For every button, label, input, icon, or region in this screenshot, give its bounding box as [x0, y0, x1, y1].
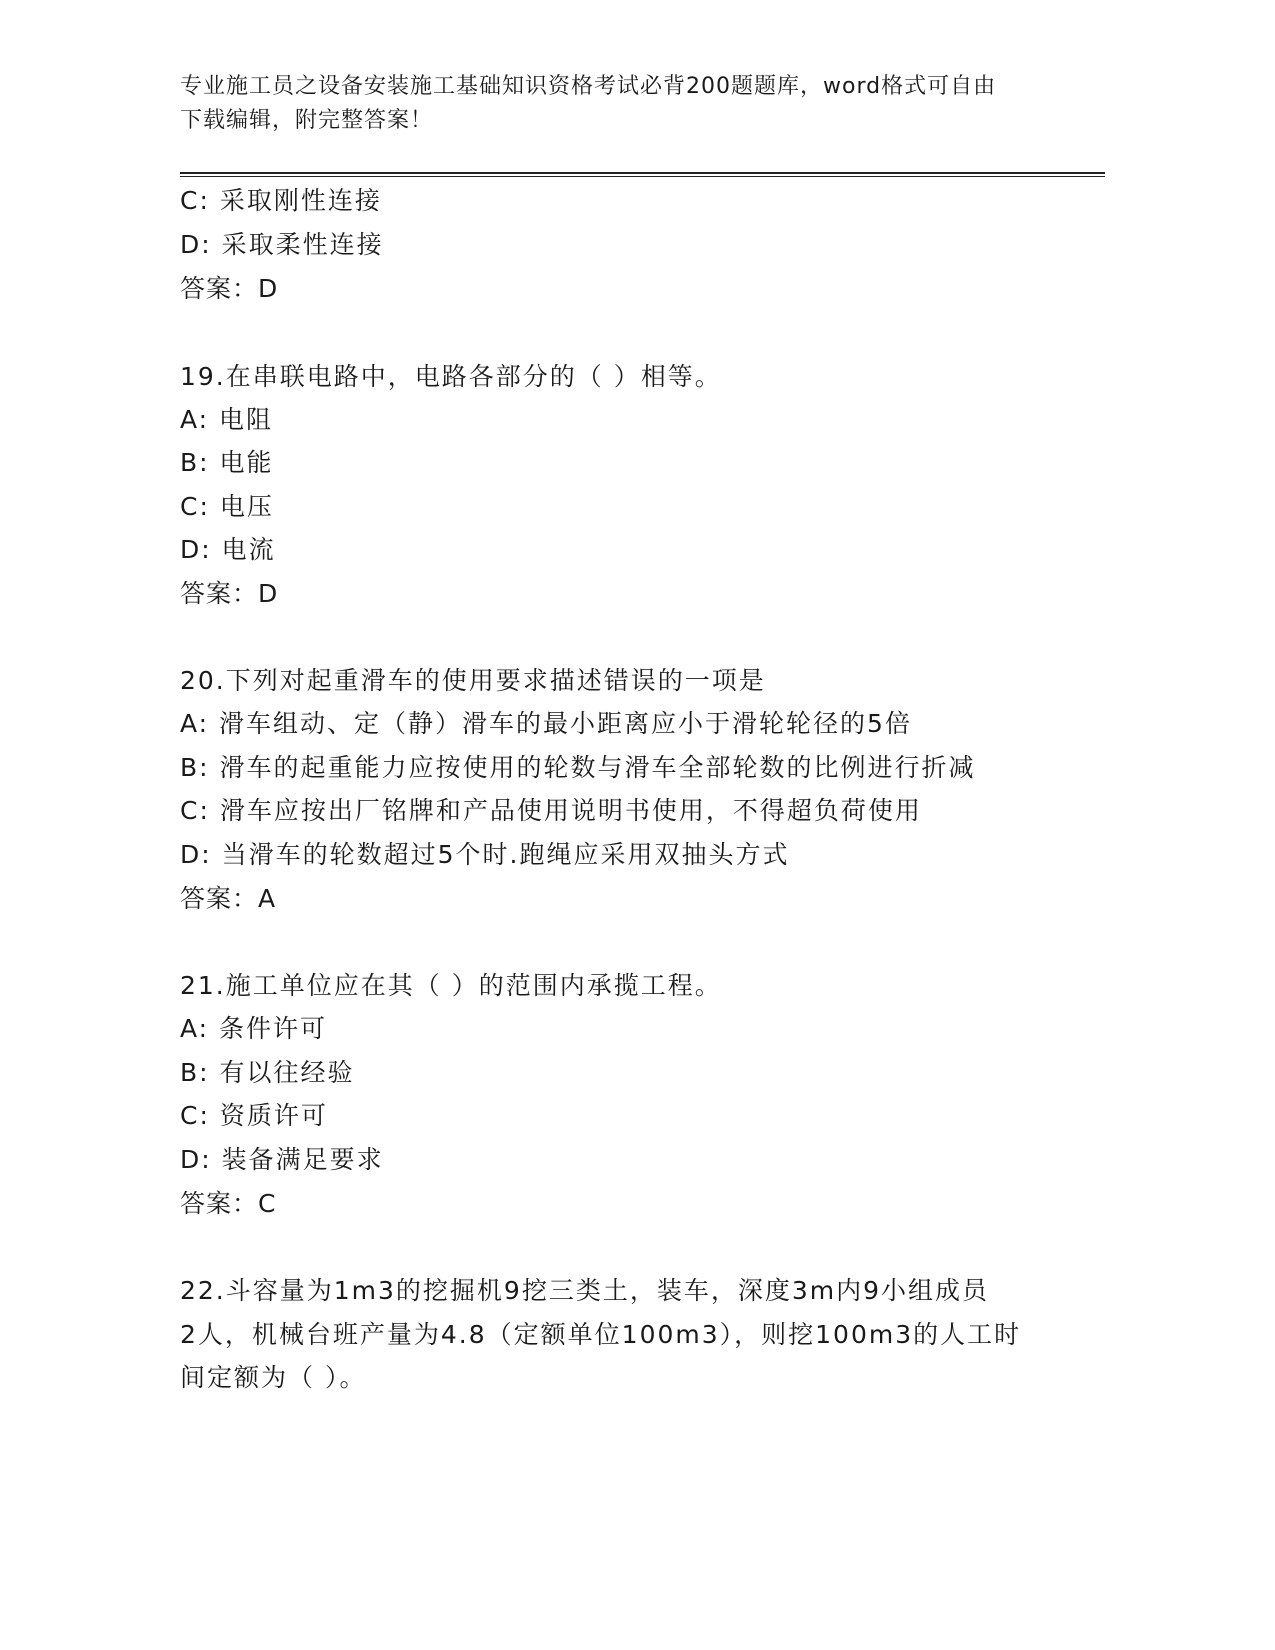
q19-option-a: A: 电阻 [180, 405, 274, 434]
q19-option-b: B: 电能 [180, 448, 274, 477]
header-title-line-1: 专业施工员之设备安装施工基础知识资格考试必背200题题库，word格式可自由 [180, 74, 997, 99]
q21-option-a: A: 条件许可 [180, 1014, 328, 1043]
q20-option-d: D: 当滑车的轮数超过5个时.跑绳应采用双抽头方式 [180, 840, 790, 869]
q21-stem: 21.施工单位应在其（ ）的范围内承揽工程。 [180, 971, 722, 1000]
q20-option-c: C: 滑车应按出厂铭牌和产品使用说明书使用，不得超负荷使用 [180, 796, 922, 825]
document-page [180, 0, 1105, 1650]
document-header [180, 70, 1040, 138]
q19-option-d: D: 电流 [180, 535, 276, 564]
q21-option-b: B: 有以往经验 [180, 1058, 355, 1087]
q19-stem: 19.在串联电路中，电路各部分的（ ）相等。 [180, 362, 722, 391]
q19-option-c: C: 电压 [180, 492, 274, 521]
header-title-line-2: 下载编辑，附完整答案！ [180, 108, 434, 133]
q21-option-d: D: 装备满足要求 [180, 1145, 384, 1174]
q20-option-a: A: 滑车组动、定（静）滑车的最小距离应小于滑轮轮径的5倍 [180, 709, 912, 738]
q22-stem-line-2: 2人，机械台班产量为4.8（定额单位100m3），则挖100m3的人工时 [180, 1320, 1022, 1349]
q21-answer: 答案：C [180, 1189, 277, 1218]
q19-answer: 答案：D [180, 579, 279, 608]
q20-answer: 答案：A [180, 884, 277, 913]
q22-stem-line-1: 22.斗容量为1m3的挖掘机9挖三类土，装车，深度3m内9小组成员 [180, 1276, 989, 1305]
q18-option-c: C: 采取刚性连接 [180, 186, 382, 215]
header-divider [180, 172, 1105, 177]
q21-option-c: C: 资质许可 [180, 1101, 328, 1130]
q18-option-d: D: 采取柔性连接 [180, 230, 384, 259]
q20-stem: 20.下列对起重滑车的使用要求描述错误的一项是 [180, 666, 766, 695]
q20-option-b: B: 滑车的起重能力应按使用的轮数与滑车全部轮数的比例进行折减 [180, 753, 976, 782]
q22-stem-line-3: 间定额为（ ）。 [180, 1363, 367, 1392]
q18-answer: 答案：D [180, 274, 279, 303]
